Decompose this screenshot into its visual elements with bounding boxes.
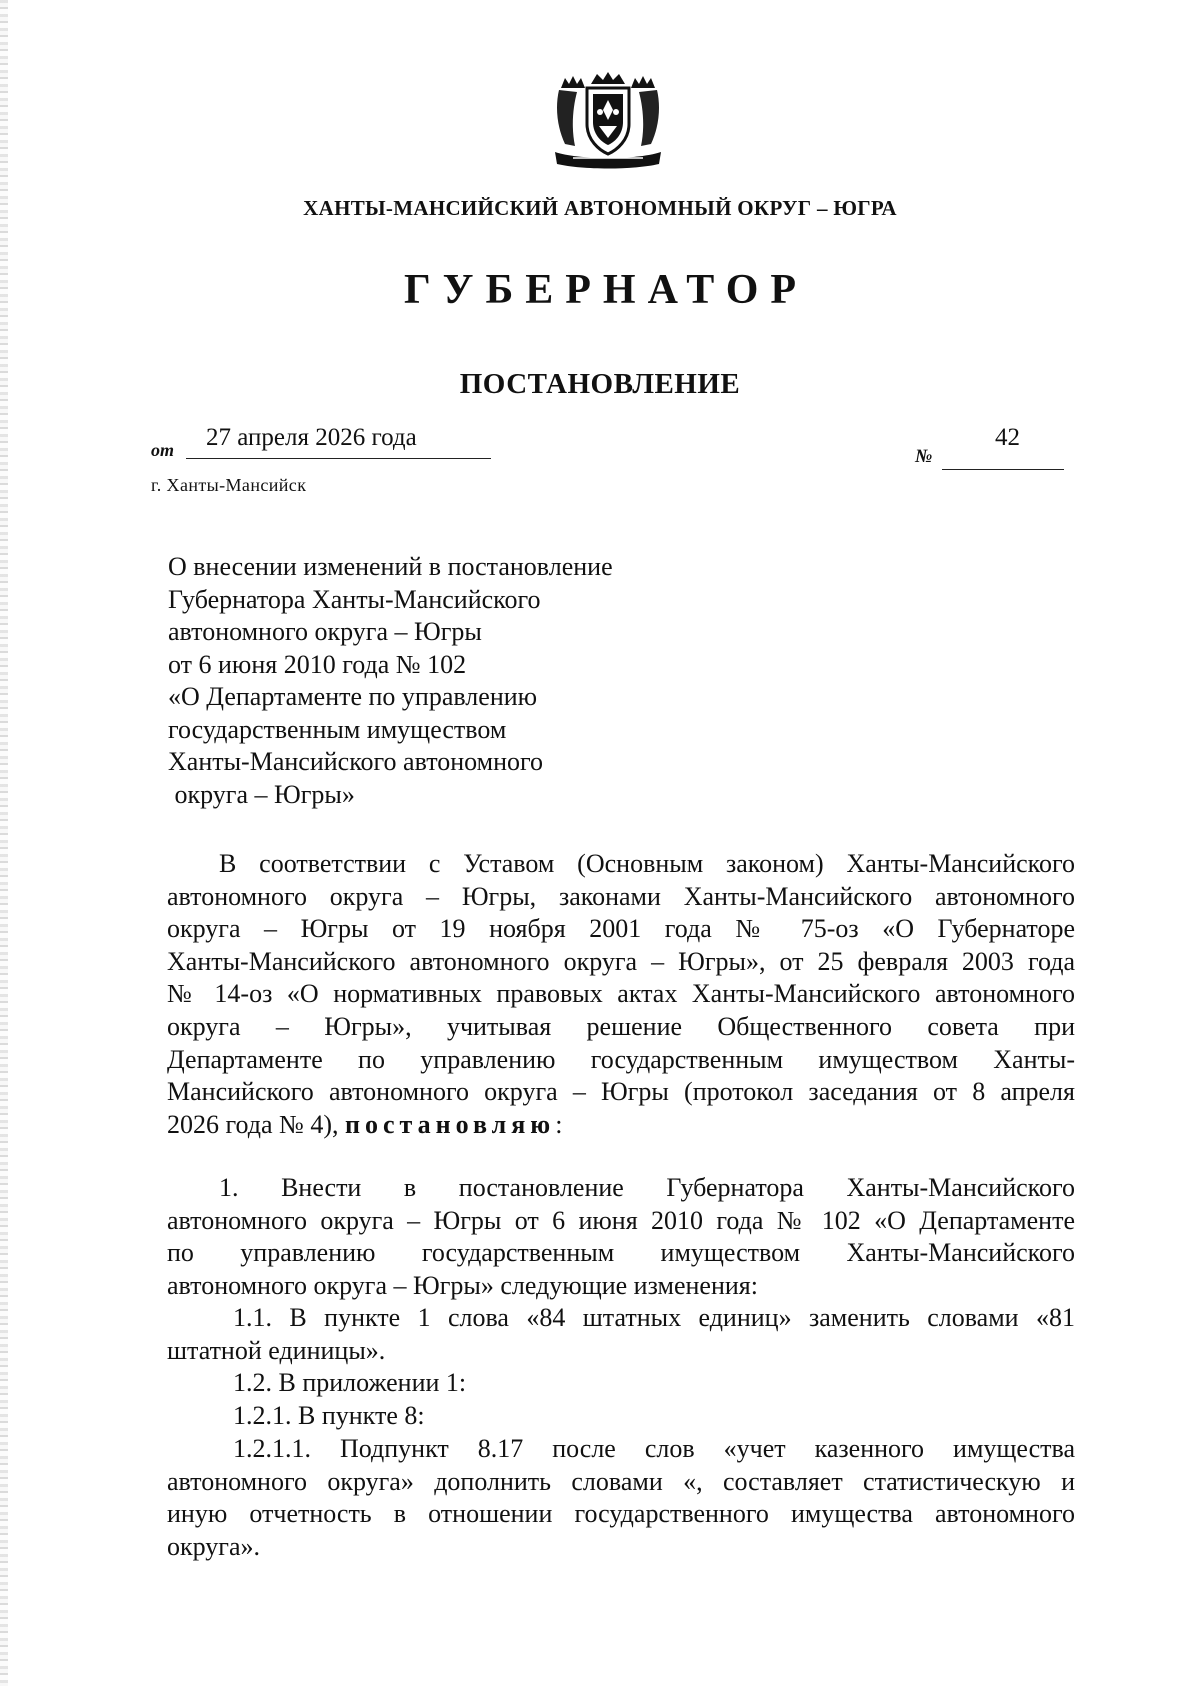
date-underline xyxy=(186,458,491,459)
resolve-word: постановляю xyxy=(345,1109,556,1139)
title-line: автономного округа – Югры xyxy=(168,617,482,646)
preamble-line: округа – Югры», учитывая решение Общественного совета при xyxy=(167,1011,1075,1041)
document-title xyxy=(168,551,728,811)
title-line: «О Департаменте по управлению xyxy=(168,682,538,711)
scan-edge xyxy=(0,0,8,1686)
resolve-colon: : xyxy=(555,1109,563,1139)
number-underline xyxy=(942,469,1064,470)
preamble-line: округа – Югры от 19 ноября 2001 года № 75-оз «О Губернаторе xyxy=(167,914,1075,944)
item-line: автономного округа – Югры» следующие изменения: xyxy=(167,1270,758,1300)
item-line: 1.1. В пункте 1 слова «84 штатных единиц» заменить словами «81 xyxy=(233,1303,1075,1332)
preamble-line: Мансийского автономного округа – Югры (протокол заседания от 8 апреля xyxy=(167,1077,1075,1107)
item-line: по управлению государственным имуществом Ханты-Мансийского xyxy=(167,1238,1075,1268)
city: г. Ханты-Мансийск xyxy=(151,475,307,495)
item-line: 1.2.1.1. Подпункт 8.17 после слов «учет казенного имущества xyxy=(233,1434,1075,1463)
item-line: 1.2.1. В пункте 8: xyxy=(233,1401,425,1430)
preamble-line: Департаменте по управлению государственным имуществом Ханты- xyxy=(167,1044,1075,1074)
preamble-last-text: 2026 года № 4), xyxy=(167,1109,346,1139)
document-number: 42 xyxy=(995,424,1020,451)
item-1 xyxy=(167,1172,1075,1302)
preamble xyxy=(167,848,1075,1141)
title-line: от 6 июня 2010 года № 102 xyxy=(168,649,467,679)
authority-heading: ГУБЕРНАТОР xyxy=(403,267,809,313)
preamble-line: автономного округа – Югры, законами Ханты-Мансийского автономного xyxy=(167,881,1075,911)
title-line: государственным имуществом xyxy=(168,714,507,744)
region-name: ХАНТЫ-МАНСИЙСКИЙ АВТОНОМНЫЙ ОКРУГ – ЮГРА xyxy=(303,196,897,220)
preamble-line: Ханты-Мансийского автономного округа – Югры», от 25 февраля 2003 года xyxy=(167,946,1075,976)
preamble-last-line xyxy=(167,1109,1075,1142)
item-1-1 xyxy=(167,1302,1075,1367)
title-line: округа – Югры» xyxy=(168,779,355,809)
item-line: 1.2. В приложении 1: xyxy=(233,1368,467,1397)
item-line: автономного округа – Югры от 6 июня 2010 года № 102 «О Департаменте xyxy=(167,1205,1075,1235)
preamble-line: № 14-оз «О нормативных правовых актах Ханты-Мансийского автономного xyxy=(167,979,1075,1009)
coat-of-arms-icon xyxy=(553,72,663,172)
document-date: 27 апреля 2026 года xyxy=(206,424,417,451)
item-1-2-1 xyxy=(167,1400,1075,1433)
preamble-line: В соответствии с Уставом (Основным законом) Ханты-Мансийского xyxy=(219,849,1075,878)
title-line: Ханты-Мансийского автономного xyxy=(168,747,544,776)
date-label: от xyxy=(151,440,175,460)
item-1-2-1-1 xyxy=(167,1433,1075,1563)
document-type-heading: ПОСТАНОВЛЕНИЕ xyxy=(459,368,741,400)
item-line: округа». xyxy=(167,1531,260,1561)
item-1-2 xyxy=(167,1367,1075,1400)
title-line: О внесении изменений в постановление xyxy=(168,552,613,581)
number-label: № xyxy=(915,446,933,467)
title-line: Губернатора Ханты-Мансийского xyxy=(168,584,541,614)
item-line: иную отчетность в отношении государственного имущества автономного xyxy=(167,1499,1075,1529)
item-line: автономного округа» дополнить словами «, составляет статистическую и xyxy=(167,1466,1075,1496)
item-line: 1. Внести в постановление Губернатора Ханты-Мансийского xyxy=(219,1173,1075,1202)
item-line: штатной единицы». xyxy=(167,1335,386,1365)
